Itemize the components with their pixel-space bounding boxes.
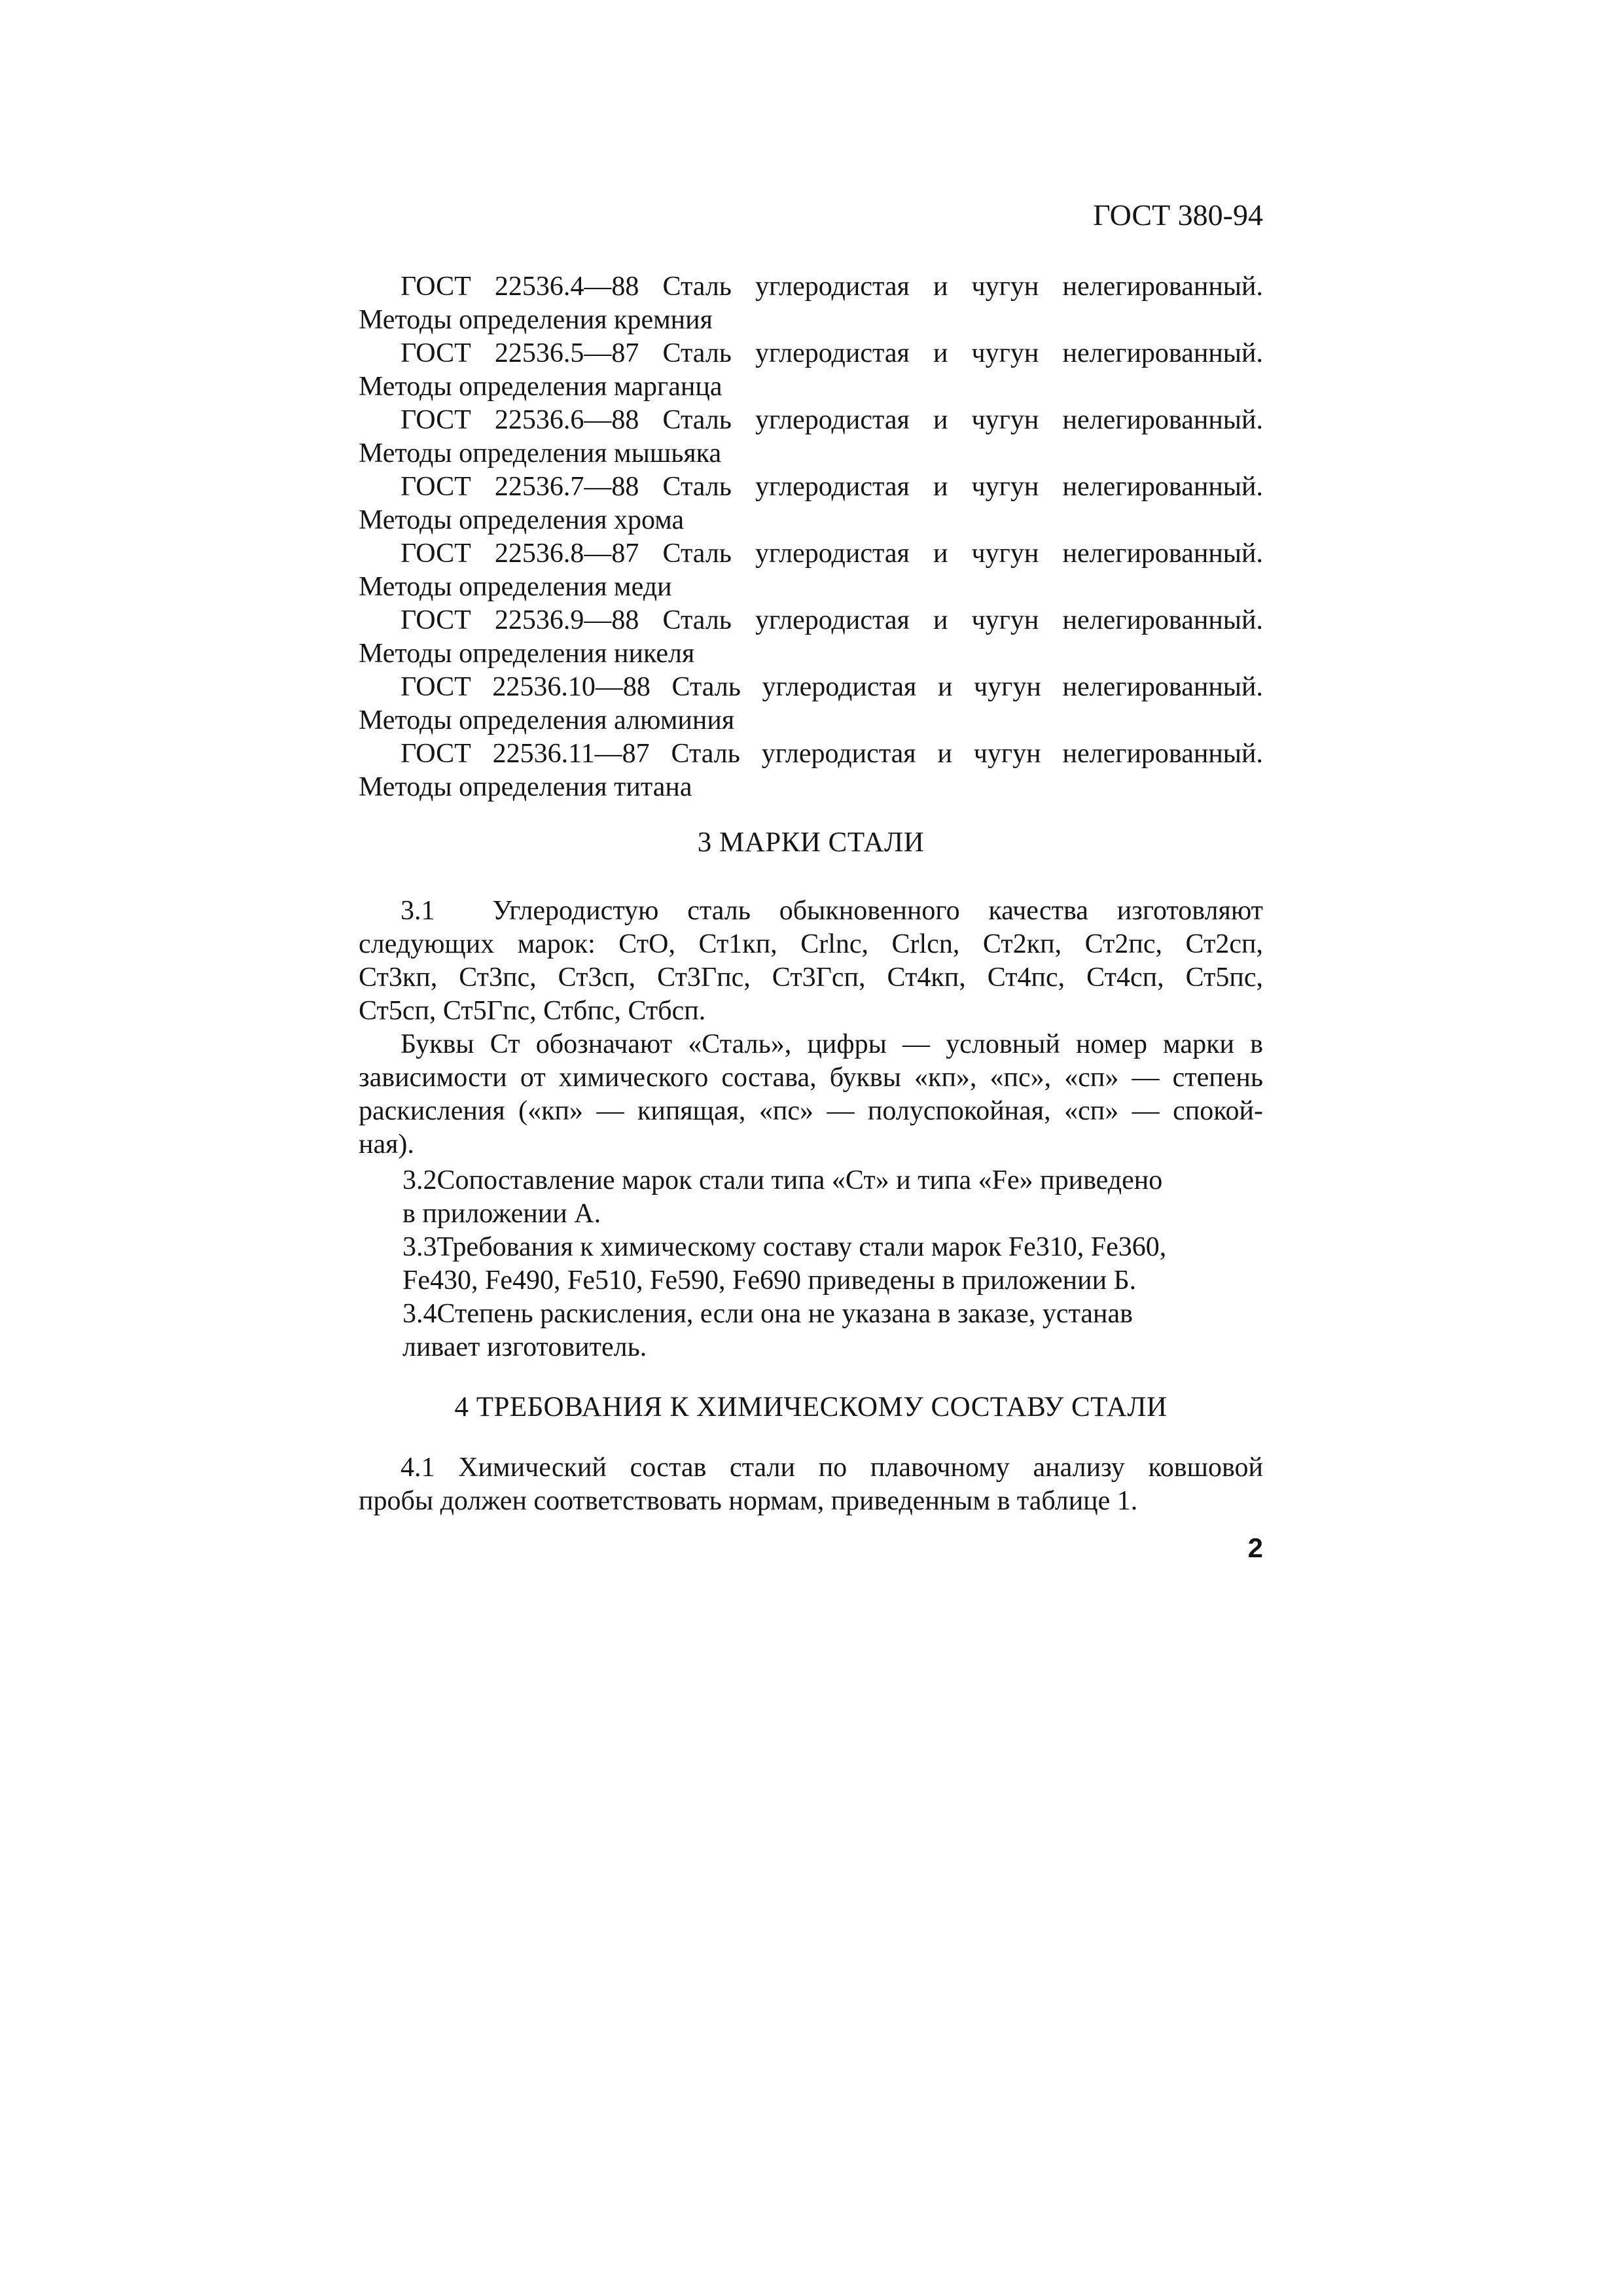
- text-line: Ст3кп, Ст3пс, Ст3сп, Ст3Гпс, Ст3Гсп, Ст4кп, Ст4пс, Ст4сп, Ст5пс,: [359, 963, 1263, 993]
- page-content: [359, 0, 1263, 1564]
- text-line: ГОСТ 22536.11—87 Сталь углеродистая и чугун нелегированный.: [401, 739, 1263, 769]
- text-line: Fe430, Fe490, Fe510, Fe590, Fe690 приведены в приложении Б.: [402, 1265, 1137, 1296]
- text-line: ГОСТ 22536.7—88 Сталь углеродистая и чугун нелегированный.: [401, 472, 1263, 502]
- text-line: Методы определения титана: [359, 772, 692, 802]
- clause-4-1-paragraph: [359, 1451, 1263, 1518]
- text-line: следующих марок: СтО, Ст1кп, Crlnc, Crlcn, Ст2кп, Ст2пс, Ст2сп,: [359, 929, 1263, 959]
- clause-3-1-paragraph: [359, 894, 1263, 1028]
- text-line: ГОСТ 22536.10—88 Сталь углеродистая и чугун нелегированный.: [401, 672, 1263, 702]
- text-line: ГОСТ 22536.8—87 Сталь углеродистая и чугун нелегированный.: [401, 539, 1263, 569]
- section-4-heading: 4 ТРЕБОВАНИЯ К ХИМИЧЕСКОМУ СОСТАВУ СТАЛИ: [454, 1392, 1168, 1422]
- text-line: 3.2Сопоставление марок стали типа «Ст» и типа «Fe» приведено: [402, 1165, 1163, 1195]
- text-line: Методы определения хрома: [359, 505, 685, 535]
- text-line: 3.4Степень раскисления, если она не указана в заказе, устанав: [402, 1299, 1133, 1329]
- text-line: Методы определения марганца: [359, 372, 722, 402]
- text-line: зависимости от химического состава, буквы «кп», «пс», «сп» — степень: [359, 1063, 1263, 1093]
- page-number: 2: [1247, 1532, 1263, 1563]
- standard-reference-header: ГОСТ 380-94: [1093, 198, 1263, 232]
- text-line: ная).: [359, 1129, 414, 1159]
- text-line: Методы определения мышьяка: [359, 438, 722, 468]
- text-line: ГОСТ 22536.9—88 Сталь углеродистая и чугун нелегированный.: [401, 605, 1263, 635]
- text-line: Методы определения никеля: [359, 639, 695, 669]
- text-line: Методы определения меди: [359, 572, 672, 602]
- text-line: Ст5сп, Ст5Гпс, Стбпс, Стбсп.: [359, 996, 706, 1026]
- text-line: пробы должен соответствовать нормам, приведенным в таблице 1.: [359, 1486, 1138, 1516]
- text-line: ГОСТ 22536.5—87 Сталь углеродистая и чугун нелегированный.: [401, 338, 1263, 368]
- section-3-heading: 3 МАРКИ СТАЛИ: [697, 827, 925, 858]
- text-line: ГОСТ 22536.6—88 Сталь углеродистая и чугун нелегированный.: [401, 405, 1263, 435]
- text-line: Буквы Ст обозначают «Сталь», цифры — условный номер марки в: [401, 1029, 1263, 1059]
- text-line: ГОСТ 22536.4—88 Сталь углеродистая и чугун нелегированный.: [401, 272, 1263, 302]
- text-line: в приложении А.: [402, 1199, 601, 1229]
- text-line: Методы определения кремния: [359, 305, 713, 335]
- text-line: 3.1 Углеродистую сталь обыкновенного качества изготовляют: [401, 896, 1263, 926]
- clauses-3-2-to-3-4: [402, 1164, 1263, 1364]
- steel-letters-explanation-paragraph: [359, 1028, 1263, 1161]
- text-line: 4.1 Химический состав стали по плавочному анализу ковшовой: [401, 1453, 1263, 1483]
- text-line: раскисления («кп» — кипящая, «пс» — полуспокойная, «сп» — спокой-: [359, 1096, 1263, 1126]
- text-line: ливает изготовитель.: [402, 1332, 647, 1362]
- normative-references-list: [359, 270, 1263, 804]
- text-line: Методы определения алюминия: [359, 705, 735, 735]
- text-line: 3.3Требования к химическому составу стали марок Fe310, Fe360,: [402, 1232, 1167, 1262]
